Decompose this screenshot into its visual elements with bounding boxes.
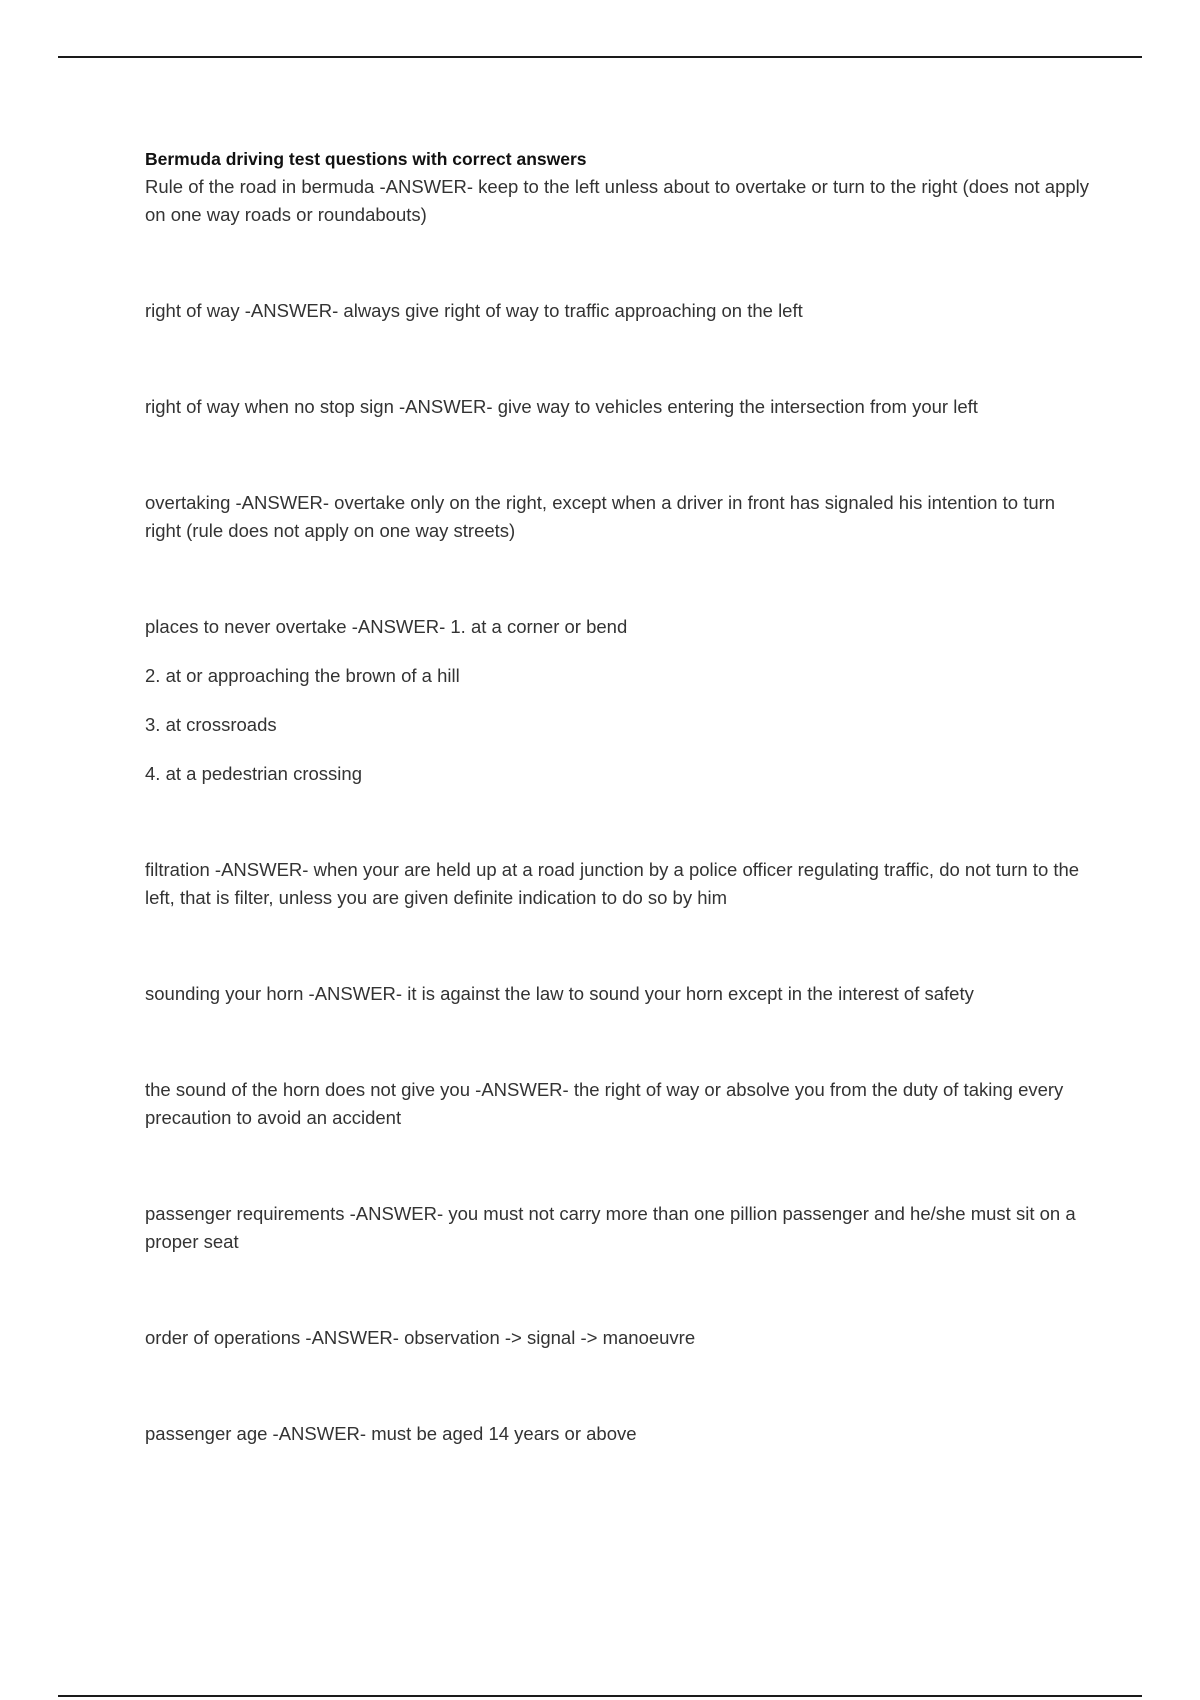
qa-answer: keep to the left unless about to overtake or turn to the right (does not apply on one way roads or roundabouts) bbox=[145, 176, 1090, 225]
qa-entry bbox=[145, 489, 1095, 545]
qa-entry bbox=[145, 613, 1095, 641]
document-title: Bermuda driving test questions with correct answers bbox=[145, 149, 587, 169]
qa-answer: always give right of way to traffic approaching on the left bbox=[343, 300, 803, 321]
qa-question: sounding your horn bbox=[145, 983, 304, 1004]
qa-separator: -ANSWER- bbox=[230, 492, 335, 513]
qa-question: filtration bbox=[145, 859, 210, 880]
qa-separator: -ANSWER- bbox=[393, 396, 498, 417]
list-item: 4. at a pedestrian crossing bbox=[145, 763, 362, 784]
qa-separator: -ANSWER- bbox=[303, 983, 408, 1004]
qa-entry bbox=[145, 173, 1095, 229]
qa-answer: must be aged 14 years or above bbox=[371, 1423, 637, 1444]
qa-answer: when your are held up at a road junction by a police officer regulating traffic, do not turn to the left, that is filter, unless you are given definite indication to do so by him bbox=[145, 859, 1080, 908]
document-page bbox=[145, 145, 1095, 1448]
qa-entry bbox=[145, 393, 1095, 421]
qa-separator: -ANSWER- bbox=[344, 1203, 449, 1224]
qa-entry bbox=[145, 856, 1095, 912]
qa-separator: -ANSWER- bbox=[300, 1327, 405, 1348]
header-rule bbox=[58, 56, 1142, 58]
footer-rule bbox=[58, 1695, 1142, 1697]
qa-entry bbox=[145, 297, 1095, 325]
qa-question: right of way bbox=[145, 300, 240, 321]
list-item: 2. at or approaching the brown of a hill bbox=[145, 665, 460, 686]
qa-answer: 1. at a corner or bend bbox=[450, 616, 628, 637]
qa-separator: -ANSWER- bbox=[346, 616, 451, 637]
qa-question: order of operations bbox=[145, 1327, 301, 1348]
qa-question: passenger age bbox=[145, 1423, 268, 1444]
qa-entry bbox=[145, 1420, 1095, 1448]
qa-answer: overtake only on the right, except when a driver in front has signaled his intention to turn right (rule does not apply on one way streets) bbox=[145, 492, 1056, 541]
qa-question: passenger requirements bbox=[145, 1203, 345, 1224]
qa-question: overtaking bbox=[145, 492, 231, 513]
list-item: 3. at crossroads bbox=[145, 714, 277, 735]
qa-separator: -ANSWER- bbox=[209, 859, 314, 880]
qa-answer: you must not carry more than one pillion passenger and he/she must sit on a proper seat bbox=[145, 1203, 1076, 1252]
qa-separator: -ANSWER- bbox=[239, 300, 344, 321]
qa-separator: -ANSWER- bbox=[374, 176, 479, 197]
qa-question: Rule of the road in bermuda bbox=[145, 176, 375, 197]
qa-answer: it is against the law to sound your horn except in the interest of safety bbox=[407, 983, 974, 1004]
qa-entry bbox=[145, 1200, 1095, 1256]
qa-entry bbox=[145, 980, 1095, 1008]
qa-question: places to never overtake bbox=[145, 616, 347, 637]
qa-answer: give way to vehicles entering the intersection from your left bbox=[497, 396, 978, 417]
qa-separator: -ANSWER- bbox=[470, 1079, 574, 1100]
qa-entry bbox=[145, 1324, 1095, 1352]
qa-question: right of way when no stop sign bbox=[145, 396, 394, 417]
qa-answer: the right of way or absolve you from the duty of taking every precaution to avoid an accident bbox=[145, 1079, 1064, 1128]
qa-question: the sound of the horn does not give you bbox=[145, 1079, 471, 1100]
qa-entry bbox=[145, 1076, 1095, 1132]
qa-answer: observation -> signal -> manoeuvre bbox=[404, 1327, 696, 1348]
qa-separator: -ANSWER- bbox=[267, 1423, 372, 1444]
